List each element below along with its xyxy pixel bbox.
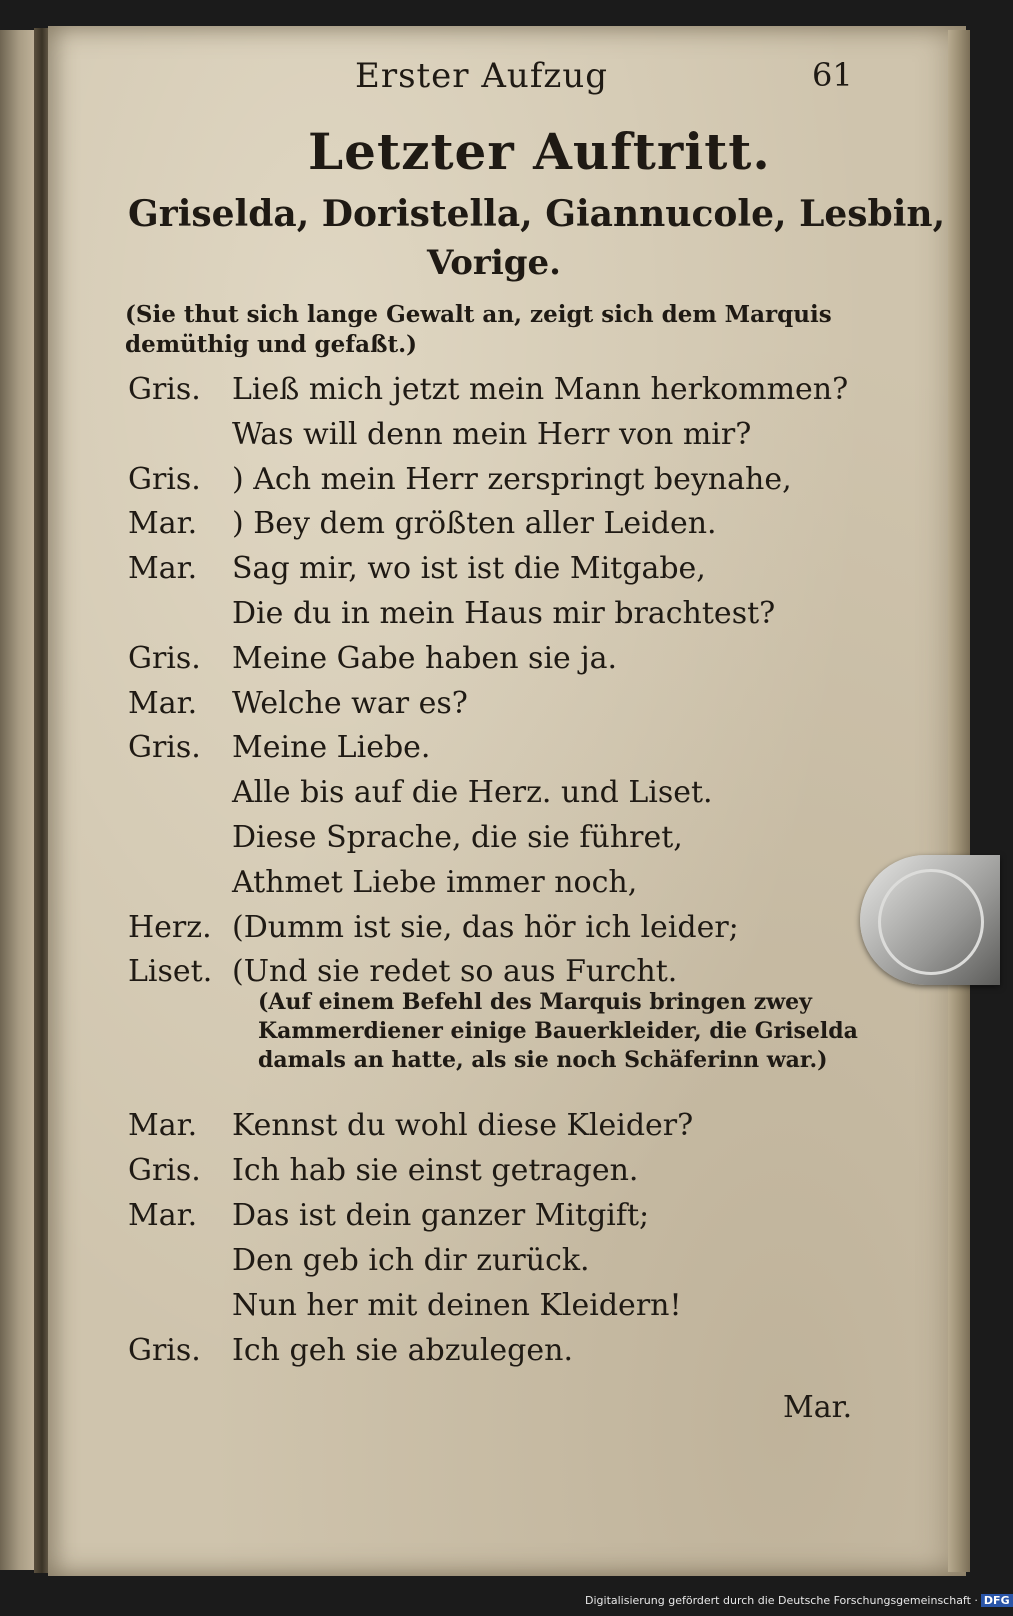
scene-title: Letzter Auftritt. [308, 122, 771, 181]
page-edge [948, 30, 970, 1572]
speaker-name: Mar. [128, 1198, 198, 1233]
verse-text: Alle bis auf die Herz. und Liset. [232, 775, 713, 811]
stage-direction: (Auf einem Befehl des Marquis bringen zwey Kammerdiener einige Bauerkleider, die Griselda damals an hatte, als sie noch Schäferinn war.) [258, 989, 858, 1073]
verse-text: Meine Liebe. [232, 730, 431, 766]
speaker-name: Herz. [128, 909, 212, 945]
verse-text: Kennst du wohl diese Kleider? [232, 1108, 694, 1143]
stage-direction: (Sie thut sich lange Gewalt an, zeigt sich dem Marquis demüthig und gefaßt.) [125, 301, 832, 358]
verse-text: Ich hab sie einst getragen. [232, 1153, 639, 1188]
cast-list: Griselda, Doristella, Giannucole, Lesbin, [128, 193, 946, 235]
page-number: 61 [812, 56, 853, 94]
footer-credit [585, 1594, 1013, 1607]
verse-text: (Dumm ist sie, das hör ich leider; [232, 909, 739, 945]
verse-text: (Und sie redet so aus Furcht. [232, 954, 678, 990]
speaker-name: Gris. [128, 1333, 201, 1368]
dfg-logo: DFG [981, 1594, 1013, 1607]
footer-text: Digitalisierung gefördert durch die Deutsche Forschungsgemeinschaft · [585, 1594, 978, 1607]
verse-text: Den geb ich dir zurück. [232, 1243, 590, 1278]
speaker-name: Gris. [128, 730, 201, 766]
speaker-name: Mar. [128, 685, 198, 721]
speaker-name: Gris. [128, 372, 201, 407]
verse-text: Ich geh sie abzulegen. [232, 1333, 573, 1368]
verse-text: Sag mir, wo ist ist die Mitgabe, [232, 551, 706, 587]
speaker-name: Liset. [128, 954, 213, 990]
speaker-name: Gris. [128, 461, 201, 497]
speaker-name: Mar. [128, 1108, 198, 1143]
running-head: Erster Aufzug [355, 56, 608, 96]
speaker-name: Gris. [128, 1153, 201, 1188]
speaker-name: Gris. [128, 640, 201, 676]
catchword: Mar. [783, 1390, 853, 1425]
verse-text: Athmet Liebe immer noch, [232, 864, 638, 900]
verse-text: Welche war es? [232, 685, 468, 721]
speaker-name: Mar. [128, 551, 198, 587]
page-clip [860, 855, 1000, 985]
speaker-name: Mar. [128, 506, 198, 542]
verse-text: Das ist dein ganzer Mitgift; [232, 1198, 650, 1233]
verse-text: Die du in mein Haus mir brachtest? [232, 596, 776, 631]
verse-text: ) Ach mein Herr zerspringt beynahe, [232, 461, 792, 497]
verse-text: Was will denn mein Herr von mir? [232, 416, 752, 452]
verse-text: Ließ mich jetzt mein Mann herkommen? [232, 372, 849, 407]
cast-list-continued: Vorige. [427, 243, 562, 283]
verse-text: Diese Sprache, die sie führet, [232, 820, 683, 855]
verse-text: ) Bey dem größten aller Leiden. [232, 506, 717, 542]
verse-text: Nun her mit deinen Kleidern! [232, 1288, 682, 1323]
verse-text: Meine Gabe haben sie ja. [232, 640, 618, 676]
